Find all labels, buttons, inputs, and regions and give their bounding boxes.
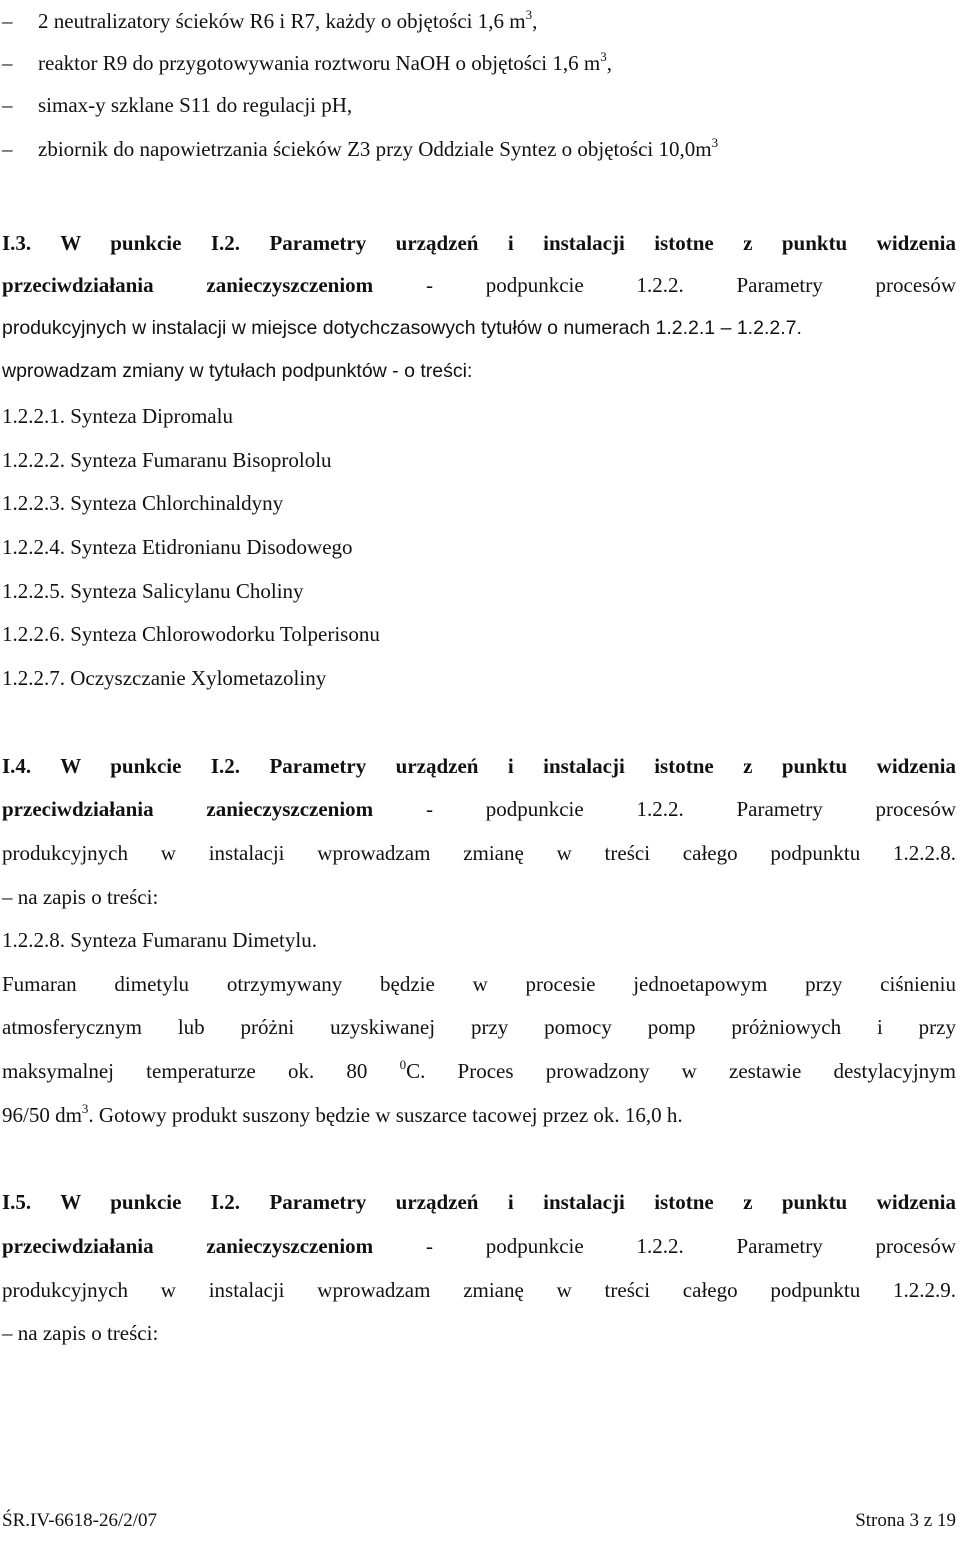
bullet-text: 2 neutralizatory ścieków R6 i R7, każdy o objętości 1,6 $m^3$, [38, 7, 538, 33]
paragraph-line: Fumaran dimetylu otrzymywany będzie w procesie jednoetapowym przy ciśnieniu [2, 972, 956, 996]
dash-marker: – [2, 51, 13, 75]
bullet-text: reaktor R9 do przygotowywania roztworu NaOH o objętości 1,6 $m^3$, [38, 49, 612, 75]
section-i4-line4: – na zapis o treści: [2, 885, 159, 909]
paragraph-line: maksymalnej temperaturze ok. 80 $^0$C. Proces prowadzony w zestawie destylacyjnym [2, 1057, 956, 1083]
page-number: Strona 3 z 19 [855, 1510, 956, 1531]
subpoint-heading: 1.2.2.8. Synteza Fumaranu Dimetylu. [2, 928, 317, 952]
bullet-item [0, 90, 960, 120]
dash-marker: – [2, 9, 13, 33]
section-i4-line3: produkcyjnych w instalacji wprowadzam zmianę w treści całego podpunktu 1.2.2.8. [2, 841, 956, 865]
subpoint-title: 1.2.2.6. Synteza Chlorowodorku Tolperisonu [2, 622, 380, 646]
bullet-item [0, 48, 960, 78]
section-i5-line3: produkcyjnych w instalacji wprowadzam zmianę w treści całego podpunktu 1.2.2.9. [2, 1278, 956, 1302]
section-i3-heading-line1: I.3. W punkcie I.2. Parametry urządzeń i instalacji istotne z punktu widzenia [2, 231, 956, 255]
document-reference: ŚR.IV-6618-26/2/07 [2, 1510, 158, 1531]
subpoint-title: 1.2.2.5. Synteza Salicylanu Choliny [2, 579, 304, 603]
paragraph-line: 96/50 $dm^3$. Gotowy produkt suszony będzie w suszarce tacowej przez ok. 16,0 h. [2, 1101, 683, 1127]
paragraph-line: atmosferycznym lub próżni uzyskiwanej przy pomocy pomp próżniowych i przy [2, 1015, 956, 1039]
section-i5-heading-line2: przeciwdziałania zanieczyszczeniom - podpunkcie 1.2.2. Parametry procesów [2, 1234, 956, 1258]
section-i5-heading-line1: I.5. W punkcie I.2. Parametry urządzeń i instalacji istotne z punktu widzenia [2, 1190, 956, 1214]
bullet-item [0, 134, 960, 164]
section-i4-heading-line2: przeciwdziałania zanieczyszczeniom - podpunkcie 1.2.2. Parametry procesów [2, 797, 956, 821]
dash-marker: – [2, 137, 13, 161]
section-i3-heading-line2: przeciwdziałania zanieczyszczeniom - podpunkcie 1.2.2. Parametry procesów [2, 273, 956, 297]
subpoint-title: 1.2.2.4. Synteza Etidronianu Disodowego [2, 535, 353, 559]
section-i5-line4: – na zapis o treści: [2, 1321, 159, 1345]
section-i4-heading-line1: I.4. W punkcie I.2. Parametry urządzeń i instalacji istotne z punktu widzenia [2, 754, 956, 778]
section-i3-line4: wprowadzam zmiany w tytułach podpunktów - o treści: [2, 360, 473, 382]
bullet-text: zbiornik do napowietrzania ścieków Z3 przy Oddziale Syntez o objętości $10,0m^3$ [38, 135, 719, 161]
subpoint-title: 1.2.2.1. Synteza Dipromalu [2, 404, 233, 428]
dash-marker: – [2, 93, 13, 117]
bullet-item [0, 6, 960, 36]
bullet-text: simax-y szklane S11 do regulacji pH, [38, 93, 353, 117]
subpoint-title: 1.2.2.2. Synteza Fumaranu Bisoprololu [2, 448, 332, 472]
section-i3-line3: produkcyjnych w instalacji w miejsce dotychczasowych tytułów o numerach 1.2.2.1 – 1.2.2.7. [2, 317, 802, 339]
subpoint-title: 1.2.2.7. Oczyszczanie Xylometazoliny [2, 666, 327, 690]
subpoint-title: 1.2.2.3. Synteza Chlorchinaldyny [2, 491, 284, 515]
